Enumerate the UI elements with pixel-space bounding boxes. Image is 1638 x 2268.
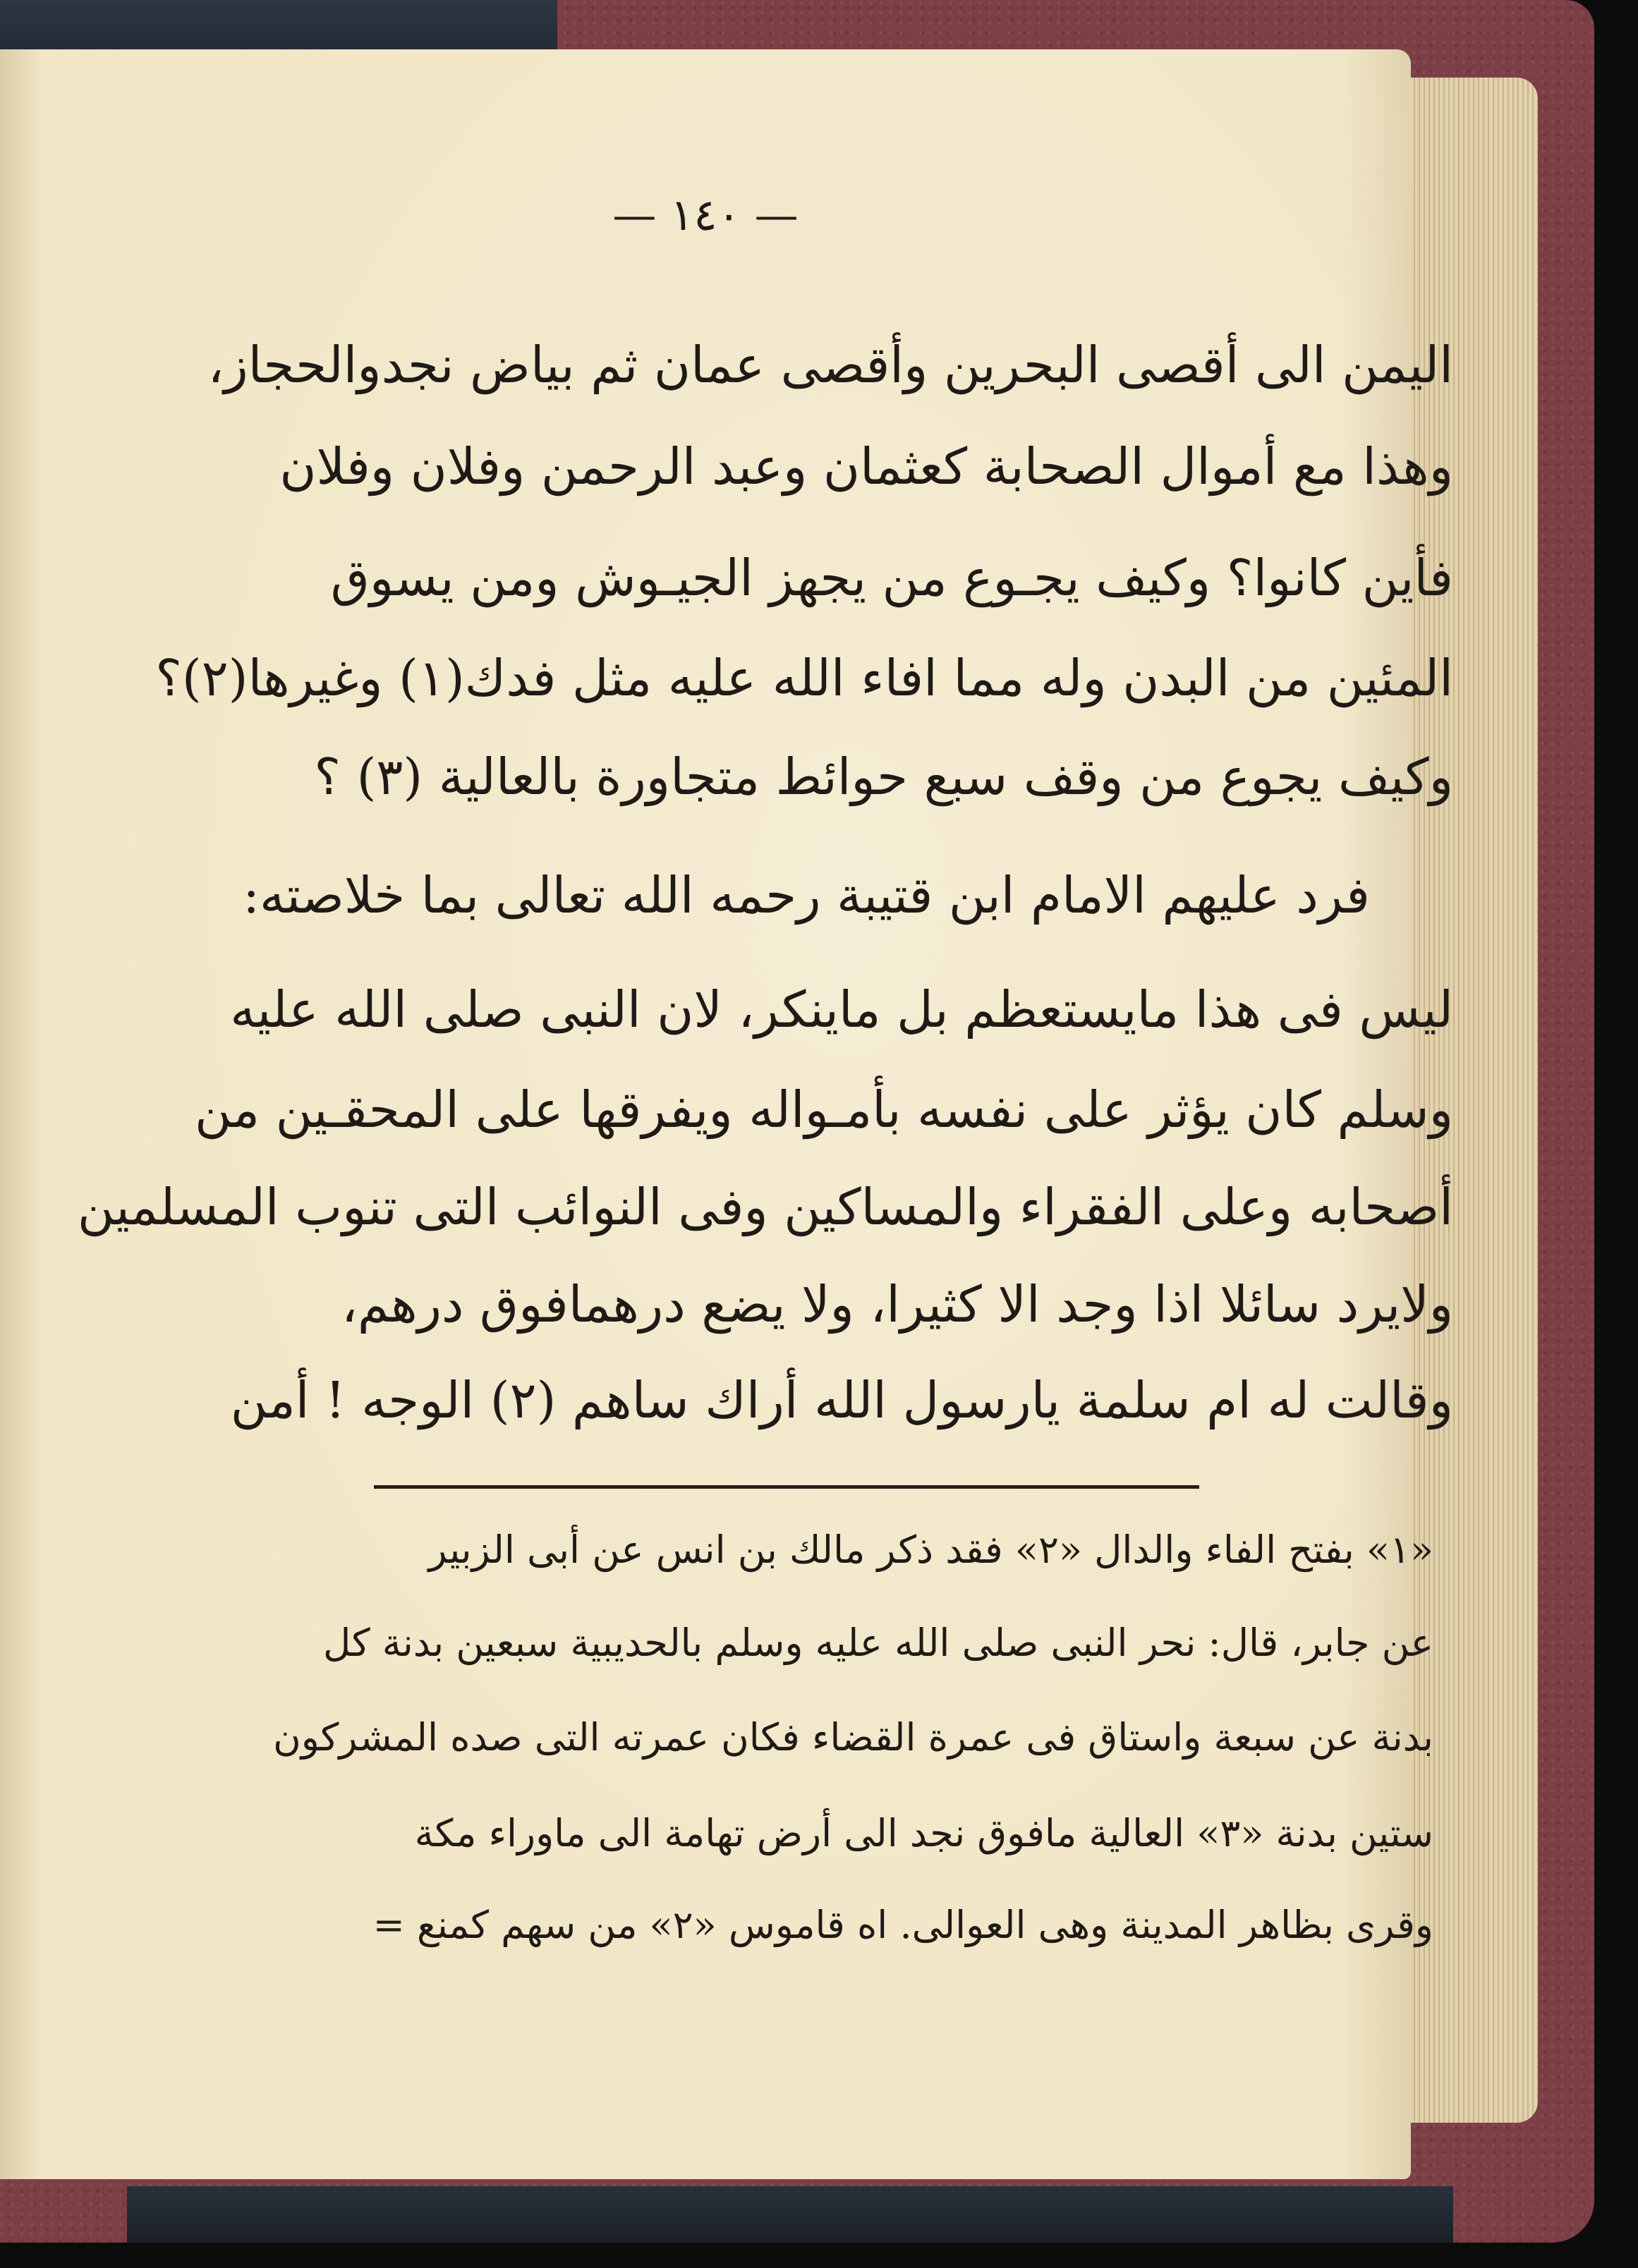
footnote-line-1: «١» بفتح الفاء والدال «٢» فقد ذكر مالك بن انس عن أبى الزبير [428, 1528, 1433, 1572]
body-line-9: أصحابه وعلى الفقراء والمساكين وفى النوائب التى تنوب المسلمين [77, 1178, 1453, 1236]
body-line-1: اليمن الى أقصى البحرين وأقصى عمان ثم بياض نجدوالحجاز، [207, 336, 1453, 394]
body-line-10: ولايرد سائلا اذا وجد الا كثيرا، ولا يضع درهمافوق درهم، [341, 1275, 1453, 1334]
footnote-line-5: وقرى بظاهر المدينة وهى العوالى. اه قاموس «٢» من سهم كمنع = [372, 1903, 1433, 1947]
footnote-line-3: بدنة عن سبعة واستاق فى عمرة القضاء فكان عمرته التى صده المشركون [273, 1715, 1433, 1760]
body-line-2: وهذا مع أموال الصحابة كعثمان وعبد الرحمن وفلان وفلان [279, 437, 1453, 496]
footnote-line-2: عن جابر، قال: نحر النبى صلى الله عليه وسلم بالحديبية سبعين بدنة كل [323, 1621, 1433, 1665]
body-line-7: ليس فى هذا مايستعظم بل ماينكر، لان النبى صلى الله عليه [230, 980, 1453, 1039]
page-number: — ١٤٠ — [612, 189, 799, 240]
book-spine-bottom [127, 2186, 1453, 2243]
body-line-6: فرد عليهم الامام ابن قتيبة رحمه الله تعالى بما خلاصته: [243, 866, 1370, 925]
body-line-5: وكيف يجوع من وقف سبع حوائط متجاورة بالعالية (٣) ؟ [314, 748, 1453, 806]
body-line-11: وقالت له ام سلمة يارسول الله أراك ساهم (٢) الوجه ! أمن [230, 1371, 1453, 1429]
body-line-8: وسلم كان يؤثر على نفسه بأمـواله ويفرقها على المحقـين من [194, 1080, 1453, 1139]
footnote-line-4: ستين بدنة «٣» العالية مافوق نجد الى أرض تهامة الى ماوراء مكة [414, 1811, 1433, 1855]
body-line-4: المئين من البدن وله مما افاء الله عليه مثل فدك(١) وغيرها(٢)؟ [155, 649, 1453, 707]
body-line-3: فأين كانوا؟ وكيف يجـوع من يجهز الجيـوش ومن يسوق [330, 549, 1453, 607]
footnote-divider [374, 1485, 1199, 1489]
